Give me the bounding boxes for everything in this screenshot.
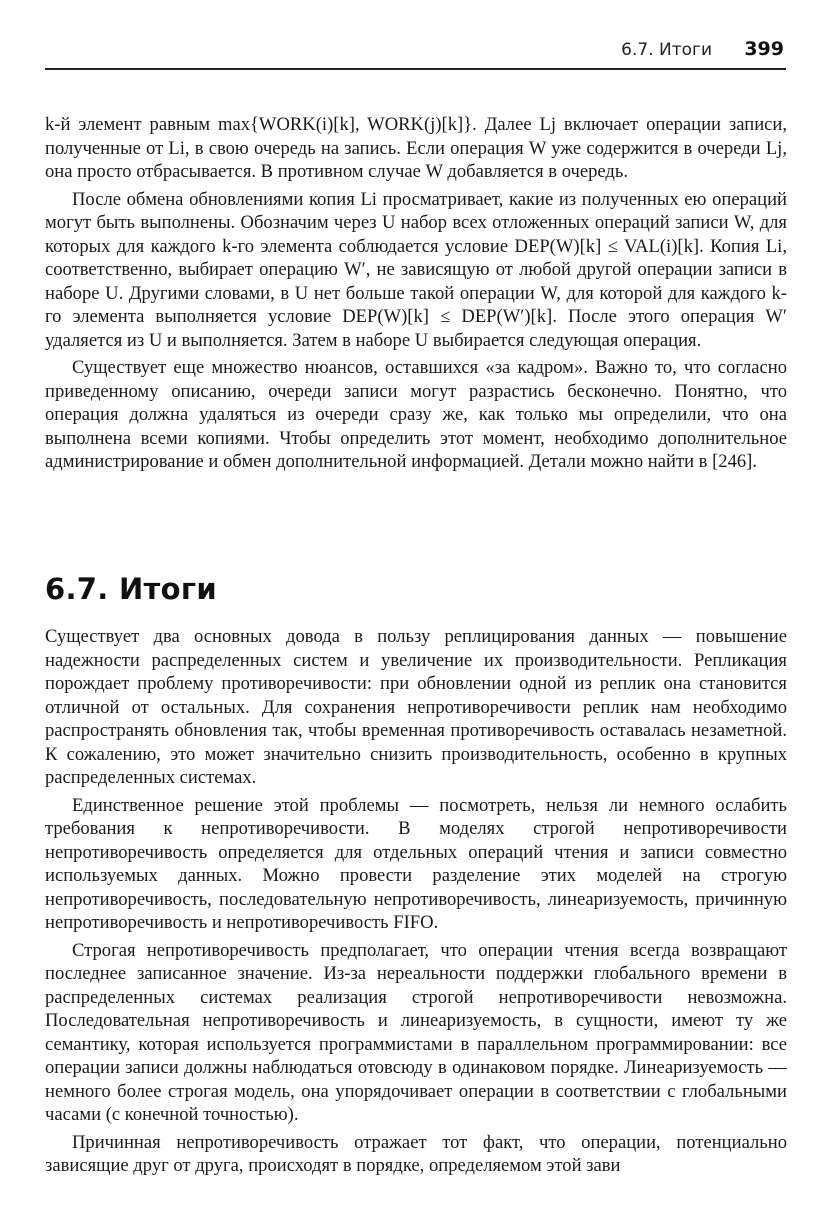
paragraph: Строгая непротиворечивость предполагает, что операции чтения всегда возвращают последнее записанное значение. Из-за нереальности поддержки глобального времени в распределенных системах реализация строгой непротиворечивости невозможна. Последовательная непротиворечивость и линеаризуемость, в сущности, имеют ту же семантику, которая используется программистами в параллельном программировании: все операции записи должны наблюдаться отовсюду в одинаковом порядке. Линеаризуемость — немного более строгая модель, она упорядочивает операции в соответствии с глобальными часами (с конечной точностью). — [45, 939, 787, 1125]
paragraph: Единственное решение этой проблемы — посмотреть, нельзя ли немного ослабить требования к непротиворечивости. В моделях строгой непротиворечивости непротиворечивость определяется для отдельных операций чтения и записи совместно используемых данных. Можно провести разделение этих моделей на строгую непротиворечивость, последовательную непротиворечивость, линеаризуемость, причинную непротиворечивость и непротиворечивость FIFO. — [45, 794, 787, 933]
paragraph: k-й элемент равным max{WORK(i)[k], WORK(j)[k]}. Далее Lj включает операции записи, полученные от Li, в свою очередь на запись. Если операция W уже содержится в очереди Lj, она просто отбрасывается. В противном случае W добавляется в очередь. — [45, 114, 787, 182]
paragraph: После обмена обновлениями копия Li просматривает, какие из полученных ею операций могут быть выполнены. Обозначим через U набор всех отложенных операций записи W, для которых для каждого k-го элемента соблюдается условие DEP(W)[k] ≤ VAL(i)[k]. Копия Li, соответственно, выбирает операцию W′, не зависящую от любой другой операции записи в наборе U. Другими словами, в U нет больше такой операции W, для которой для каждого k-го элемента выполняется условие DEP(W)[k] ≤ DEP(W′)[k]. После этого операция W′ удаляется из U и выполняется. Затем в наборе U выбирается следующая операция. — [45, 188, 787, 351]
body-text-bottom — [45, 625, 787, 1178]
paragraph: Существует два основных довода в пользу реплицирования данных — повышение надежности распределенных систем и увеличение их производительности. Репликация порождает проблему противоречивости: при обновлении одной из реплик она становится отличной от остальных. Для сохранения непротиворечивости реплик нам необходимо распространять обновления так, чтобы временная противоречивость оставалась незаметной. К сожалению, это может значительно снизить производительность, особенно в крупных распределенных системах. — [45, 626, 787, 788]
paragraph: Причинная непротиворечивость отражает тот факт, что операции, потенциально зависящие друг от друга, происходят в порядке, определяемом этой зави — [45, 1131, 787, 1176]
running-header — [45, 38, 786, 70]
body-text-top — [45, 113, 787, 474]
section-heading: 6.7. Итоги — [45, 572, 217, 606]
page-number: 399 — [744, 38, 784, 60]
running-header-title: 6.7. Итоги — [621, 40, 712, 60]
paragraph: Существует еще множество нюансов, оставшихся «за кадром». Важно то, что согласно приведенному описанию, очереди записи могут разрастись бесконечно. Понятно, что операция должна удаляться из очереди сразу же, как только мы определили, что она выполнена всеми копиями. Чтобы определить этот момент, необходимо дополнительное администрирование и обмен дополнительной информацией. Детали можно найти в [246]. — [45, 357, 787, 472]
